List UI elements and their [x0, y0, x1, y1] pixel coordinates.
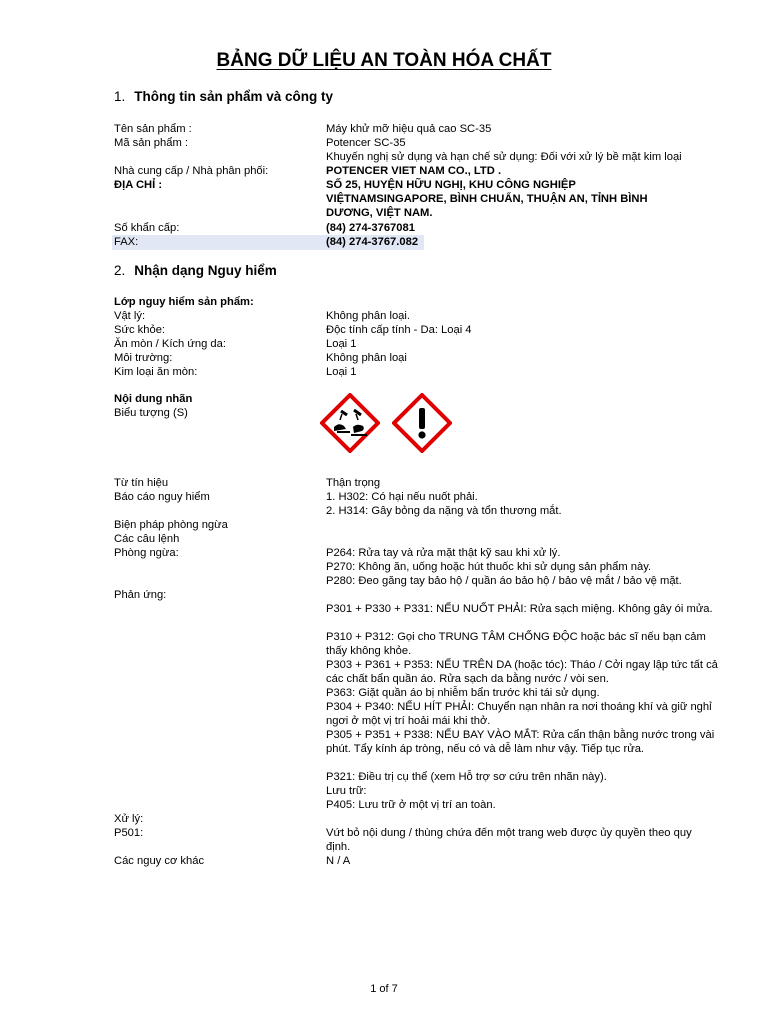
statements-label: Các câu lệnh: [114, 533, 180, 545]
section-1-number: 1.: [114, 89, 126, 104]
response-statement: P303 + P361 + P353: NẾU TRÊN DA (hoặc tóc): Tháo / Cởi ngay lập tức tất cả các chất bẩn quần áo. Rửa sạch da bằng nước / vòi sen.: [326, 659, 718, 685]
recommended-use: Khuyến nghị sử dụng và hạn chế sử dụng: Đối với xử lý bề mặt kim loại: [326, 151, 682, 163]
hazard-statement-2: 2. H314: Gây bỏng da nặng và tổn thương mắt.: [326, 505, 562, 517]
class-row-label: Sức khỏe:: [114, 324, 166, 336]
class-row-value: Không phân loại.: [326, 310, 410, 322]
product-name-value: Máy khử mỡ hiệu quả cao SC-35: [326, 123, 492, 135]
class-row-label: Ăn mòn / Kích ứng da:: [114, 338, 226, 350]
address-label: ĐỊA CHỈ :: [114, 179, 163, 191]
prevention-statement: P280: Đeo găng tay bảo hộ / quần áo bảo hộ / bảo vệ mắt / bảo vệ mặt.: [326, 575, 682, 587]
section-2-number: 2.: [114, 263, 126, 278]
emergency-value: (84) 274-3767081: [326, 222, 415, 234]
corrosion-icon: [320, 393, 380, 453]
hazard-statement-label: Báo cáo nguy hiểm: [114, 491, 210, 503]
supplier-label: Nhà cung cấp / Nhà phân phối:: [114, 165, 269, 177]
storage-label: Lưu trữ:: [326, 785, 367, 797]
prevention-statement: P264: Rửa tay và rửa mặt thật kỹ sau khi xử lý.: [326, 547, 561, 559]
other-hazards-value: N / A: [326, 855, 351, 867]
precaution-label: Biện pháp phòng ngừa: [114, 519, 228, 531]
product-name-label: Tên sản phẩm :: [114, 123, 192, 135]
supplier-value: POTENCER VIET NAM CO., LTD .: [326, 165, 502, 177]
prevention-label: Phòng ngừa:: [114, 547, 179, 559]
class-row-label: Kim loại ăn mòn:: [114, 366, 198, 378]
section-2-heading: [114, 263, 277, 278]
emergency-label: Số khẩn cấp:: [114, 222, 180, 234]
fax-value: (84) 274-3767.082: [326, 236, 419, 248]
fax-label: FAX:: [114, 236, 139, 248]
disposal-label: Xử lý:: [114, 813, 144, 825]
prevention-statement: P270: Không ăn, uống hoặc hút thuốc khi sử dụng sản phẩm này.: [326, 561, 652, 573]
response-statement: P310 + P312: Gọi cho TRUNG TÂM CHỐNG ĐỘC hoặc bác sĩ nếu bạn cảm thấy không khỏe.: [326, 631, 706, 657]
address-line-2: VIỆTNAMSINGAPORE, BÌNH CHUẨN, THUẬN AN, TỈNH BÌNH: [326, 193, 648, 205]
response-statement: P301 + P330 + P331: NẾU NUỐT PHẢI: Rửa sạch miệng. Không gây ói mửa.: [326, 603, 713, 615]
response-statement: P363: Giặt quần áo bị nhiễm bẩn trước khi tái sử dụng.: [326, 687, 600, 699]
address-line-1: SỐ 25, HUYỆN HỮU NGHỊ, KHU CÔNG NGHIỆP: [326, 179, 576, 191]
signal-word-label: Từ tín hiệu: [114, 477, 169, 489]
address-line-3: DƯƠNG, VIỆT NAM.: [326, 207, 433, 219]
response-statement: P304 + P340: NẾU HÍT PHẢI: Chuyển nạn nhân ra nơi thoáng khí và giữ nghỉ ngơi ở một vị trí hoải mái khi thở.: [326, 701, 712, 727]
symbols-label: Biểu tượng (S): [114, 407, 188, 419]
product-code-label: Mã sản phẩm :: [114, 137, 188, 149]
class-row-value: Độc tính cấp tính - Da: Loại 4: [326, 324, 472, 336]
p501-statement: Vứt bỏ nội dung / thùng chứa đến một trang web được ủy quyền theo quy định.: [326, 827, 692, 853]
response-statement: P321: Điều trị cụ thể (xem Hỗ trợ sơ cứu trên nhãn này).: [326, 771, 607, 783]
storage-statement: P405: Lưu trữ ở một vị trí an toàn.: [326, 799, 496, 811]
class-row-value: Loại 1: [326, 338, 357, 350]
section-1-title: Thông tin sản phẩm và công ty: [134, 89, 334, 104]
exclamation-mark-icon: [392, 393, 452, 453]
hazard-class-heading: Lớp nguy hiểm sản phẩm:: [114, 296, 254, 308]
class-row-value: Không phân loại: [326, 352, 407, 364]
p501-label: P501:: [114, 827, 144, 839]
response-label: Phản ứng:: [114, 589, 167, 601]
page-number: 1 of 7: [370, 983, 398, 995]
section-1-heading: [114, 89, 333, 104]
section-2-title: Nhận dạng Nguy hiểm: [134, 263, 277, 278]
signal-word-value: Thận trọng: [326, 477, 381, 489]
product-code-value: Potencer SC-35: [326, 137, 406, 149]
response-statement: P305 + P351 + P338: NẾU BAY VÀO MẮT: Rửa cẩn thận bằng nước trong vài phút. Tẩy kính áp tròng, nếu có và dễ làm như vậy. Tiếp tục rửa.: [326, 729, 715, 755]
document-title: BẢNG DỮ LIỆU AN TOÀN HÓA CHẤT: [216, 50, 552, 71]
hazard-statement-1: 1. H302: Có hại nếu nuốt phải.: [326, 491, 478, 503]
class-row-label: Môi trường:: [114, 352, 173, 364]
other-hazards-label: Các nguy cơ khác: [114, 855, 205, 867]
class-row-label: Vật lý:: [114, 310, 146, 322]
label-content-heading: Nội dung nhãn: [114, 393, 193, 405]
class-row-value: Loại 1: [326, 366, 357, 378]
